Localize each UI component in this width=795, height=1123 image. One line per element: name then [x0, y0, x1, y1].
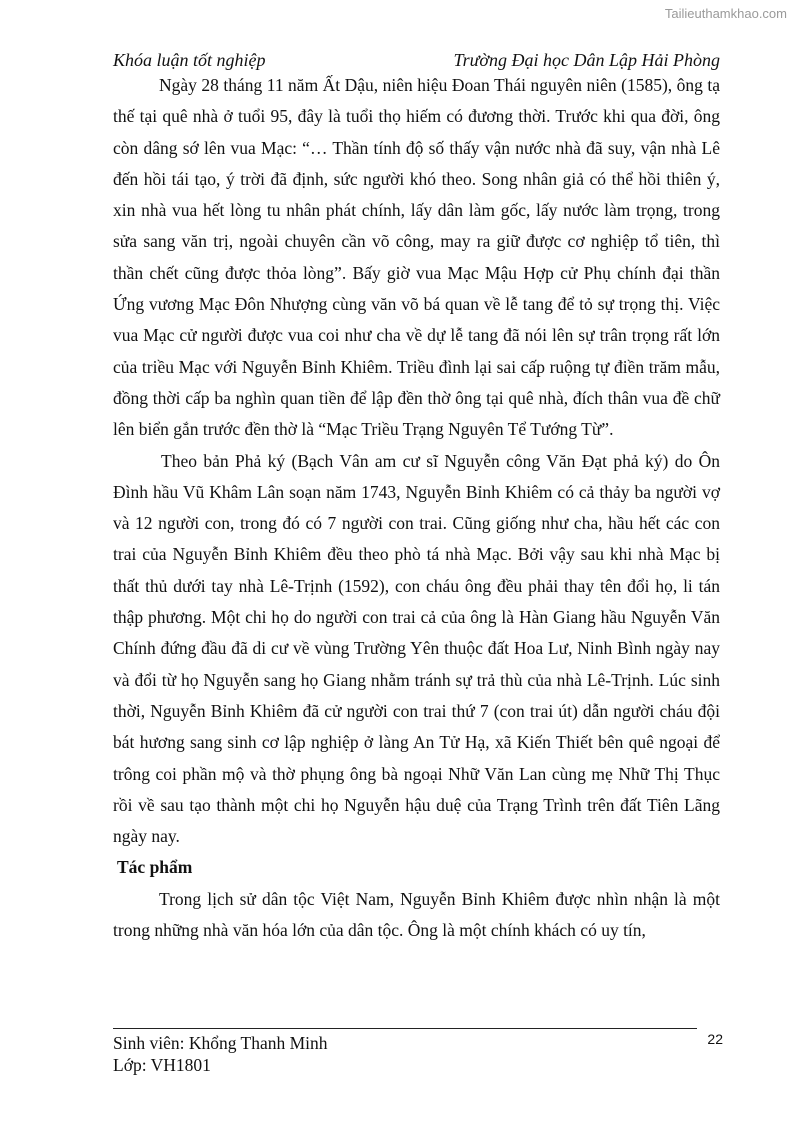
- footer-class: Lớp: VH1801: [113, 1055, 211, 1075]
- page-number: 22: [707, 1031, 723, 1047]
- footer-divider: [113, 1028, 697, 1029]
- header-university: Trường Đại học Dân Lập Hải Phòng: [453, 50, 720, 70]
- document-body: [113, 70, 720, 946]
- paragraph: Trong lịch sử dân tộc Việt Nam, Nguyễn Bỉnh Khiêm được nhìn nhận là một trong những nhà văn hóa lớn của dân tộc. Ông là một chính khách có uy tín,: [113, 888, 720, 941]
- paragraph: Theo bản Phả ký (Bạch Vân am cư sĩ Nguyễn công Văn Đạt phả ký) do Ôn Đình hầu Vũ Khâm Lân soạn năm 1743, Nguyễn Bỉnh Khiêm có cả thảy ba người vợ và 12 người con, trong đó có 7 người con trai. Cũng giống như cha, hầu hết các con trai của Nguyễn Bỉnh Khiêm đều theo phò tá nhà Mạc. Bởi vậy sau khi nhà Mạc bị thất thủ dưới tay nhà Lê-Trịnh (1592), con cháu ông đều phải thay tên đổi họ, li tán thập phương. Một chi họ do người con trai cả của ông là Hàn Giang hầu Nguyễn Văn Chính đứng đầu đã di cư về vùng Trường Yên thuộc đất Hoa Lư, Ninh Bình ngày nay và đổi từ họ Nguyễn sang họ Giang nhằm tránh sự trả thù của nhà Lê-Trịnh. Lúc sinh thời, Nguyễn Bỉnh Khiêm đã cử người con trai thứ 7 (con trai út) dẫn người cháu đội bát hương sang sinh cơ lập nghiệp ở làng An Tử Hạ, xã Kiến Thiết bên quê ngoại để trông coi phần mộ và thờ phụng ông bà ngoại Nhữ Văn Lan cùng mẹ Nhữ Thị Thục rồi về sau tạo thành một chi họ Nguyễn hậu duệ của Trạng Trình trên đất Tiên Lãng ngày nay.: [113, 450, 720, 847]
- paragraph: Ngày 28 tháng 11 năm Ất Dậu, niên hiệu Đoan Thái nguyên niên (1585), ông tạ thế tại quê nhà ở tuổi 95, đây là tuổi thọ hiếm có đương thời. Trước khi qua đời, ông còn dâng sớ lên vua Mạc: “… Thần tính độ số thấy vận nước nhà đã suy, vận nhà Lê đến hồi tái tạo, ý trời đã định, sức người khó theo. Song nhân giả có thể hồi thiên ý, xin nhà vua hết lòng tu nhân phát chính, lấy dân làm gốc, lấy nước làm trọng, trong sửa sang văn trị, ngoài chuyên cần võ công, may ra giữ được cơ nghiệp tổ tiên, thì thần chết cũng được thỏa lòng”. Bấy giờ vua Mạc Mậu Hợp cử Phụ chính đại thần Ứng vương Mạc Đôn Nhượng cùng văn võ bá quan về lễ tang để tỏ sự trọng thị. Việc vua Mạc cử người được vua coi như cha về dự lễ tang đã nói lên sự trân trọng rất lớn của triều Mạc với Nguyễn Bỉnh Khiêm. Triều đình lại sai cấp ruộng tự điền trăm mẫu, đồng thời cấp ba nghìn quan tiền để lập đền thờ ông tại quê nhà, đích thân vua đề chữ lên biển gắn trước đền thờ là “Mạc Triều Trạng Nguyên Tể Tướng Từ”.: [113, 75, 720, 440]
- watermark: Tailieuthamkhao.com: [664, 6, 787, 21]
- page-footer: [113, 1032, 723, 1076]
- section-heading: Tác phẩm: [117, 857, 193, 878]
- footer-student: Sinh viên: Khổng Thanh Minh: [113, 1033, 328, 1053]
- header-thesis-label: Khóa luận tốt nghiệp: [113, 50, 266, 70]
